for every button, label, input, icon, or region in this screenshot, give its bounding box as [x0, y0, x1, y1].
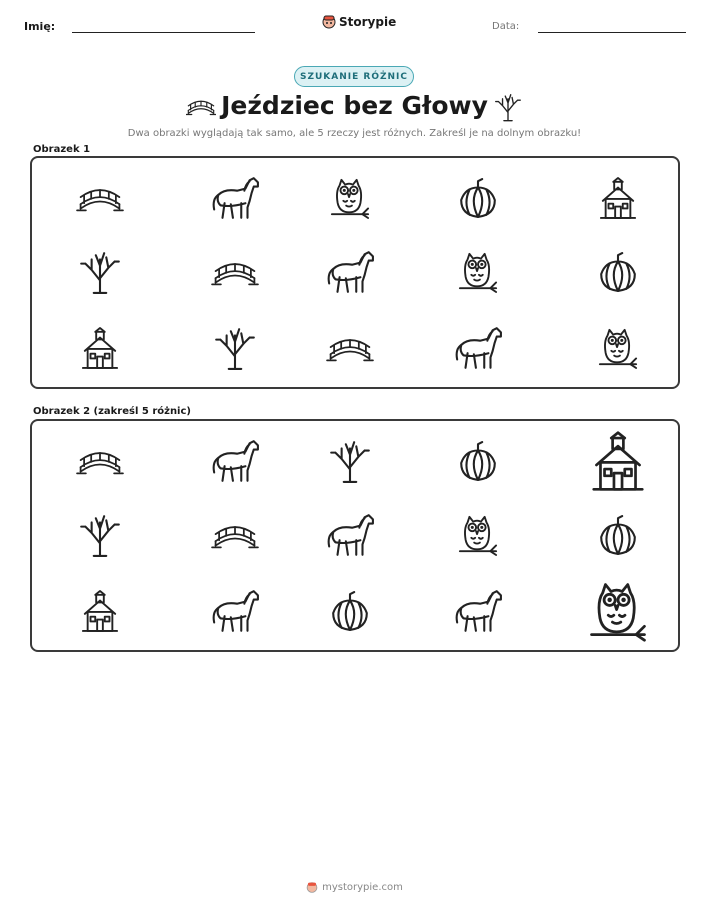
picture-1-cell-r1-c5 [558, 163, 678, 233]
picture-2-cell-r3-c2[interactable] [175, 576, 295, 646]
picture-1-cell-r3-c1 [40, 313, 160, 383]
picture-1-cell-r2-c4 [418, 237, 538, 307]
horse-icon [210, 176, 260, 220]
date-label: Data: [492, 21, 520, 32]
picture-1-cell-r2-c5 [558, 237, 678, 307]
bridge-icon [211, 520, 259, 550]
footer [0, 881, 709, 894]
picture-1-cell-r1-c4 [418, 163, 538, 233]
schoolhouse-icon [599, 176, 637, 220]
schoolhouse-icon [81, 589, 119, 633]
picture-2-cell-r2-c3[interactable] [290, 500, 410, 570]
footer-url: mystorypie.com [322, 882, 403, 893]
pumpkin-icon [597, 251, 639, 293]
picture-1-cell-r2-c3 [290, 237, 410, 307]
owl-icon [458, 513, 498, 557]
pumpkin-icon [457, 177, 499, 219]
picture-2-cell-r2-c1[interactable] [40, 500, 160, 570]
owl-icon-large [587, 579, 649, 643]
horse-icon [453, 326, 503, 370]
horse-icon [210, 589, 260, 633]
tree-icon [79, 249, 121, 295]
tree-icon [214, 325, 256, 371]
picture-2-cell-r2-c2[interactable] [175, 500, 295, 570]
picture-2-cell-r3-c1[interactable] [40, 576, 160, 646]
instructions: Dwa obrazki wyglądają tak samo, ale 5 rzeczy jest różnych. Zakreśl je na dolnym obrazku! [127, 128, 582, 139]
bridge-icon [76, 183, 124, 213]
picture-1-cell-r1-c1 [40, 163, 160, 233]
date-field[interactable] [538, 32, 686, 33]
schoolhouse-icon-large [591, 430, 645, 492]
bridge-icon [76, 446, 124, 476]
brand-logo [322, 14, 396, 30]
picture-2-panel[interactable] [30, 419, 680, 652]
horse-icon [453, 589, 503, 633]
picture-1-panel [30, 156, 680, 389]
picture-2-cell-r1-c5[interactable] [558, 426, 678, 496]
picture-1-label: Obrazek 1 [33, 144, 91, 155]
picture-1-cell-r2-c2 [175, 237, 295, 307]
picture-1-cell-r3-c3 [290, 313, 410, 383]
picture-2-cell-r1-c1[interactable] [40, 426, 160, 496]
horse-icon [325, 513, 375, 557]
bridge-icon [211, 257, 259, 287]
category-badge: SZUKANIE RÓŻNIC [294, 66, 414, 87]
tree-icon [79, 512, 121, 558]
picture-1-cell-r3-c5 [558, 313, 678, 383]
picture-1-cell-r3-c4 [418, 313, 538, 383]
pumpkin-icon [597, 514, 639, 556]
brand-name: Storypie [339, 15, 397, 29]
page-title: Jeździec bez Głowy [221, 91, 488, 120]
schoolhouse-icon [81, 326, 119, 370]
owl-icon [458, 250, 498, 294]
name-field[interactable] [72, 32, 255, 33]
picture-2-cell-r3-c5[interactable] [558, 576, 678, 646]
owl-icon [598, 326, 638, 370]
picture-2-cell-r3-c3[interactable] [290, 576, 410, 646]
picture-2-cell-r1-c4[interactable] [418, 426, 538, 496]
picture-2-label: Obrazek 2 (zakreśl 5 różnic) [33, 406, 191, 417]
tree-icon [329, 438, 371, 484]
picture-2-cell-r1-c2[interactable] [175, 426, 295, 496]
picture-1-cell-r2-c1 [40, 237, 160, 307]
horse-icon [210, 439, 260, 483]
owl-icon [330, 176, 370, 220]
storypie-mascot-icon [322, 14, 336, 30]
horse-icon [325, 250, 375, 294]
picture-1-cell-r3-c2 [175, 313, 295, 383]
picture-1-cell-r1-c2 [175, 163, 295, 233]
tree-title-icon [494, 92, 522, 126]
picture-2-cell-r2-c5[interactable] [558, 500, 678, 570]
storypie-footer-icon [306, 881, 318, 894]
bridge-icon [326, 333, 374, 363]
picture-2-cell-r3-c4[interactable] [418, 576, 538, 646]
picture-2-cell-r2-c4[interactable] [418, 500, 538, 570]
name-label: Imię: [24, 20, 56, 33]
picture-1-cell-r1-c3 [290, 163, 410, 233]
pumpkin-icon [457, 440, 499, 482]
picture-2-cell-r1-c3[interactable] [290, 426, 410, 496]
pumpkin-icon [329, 590, 371, 632]
